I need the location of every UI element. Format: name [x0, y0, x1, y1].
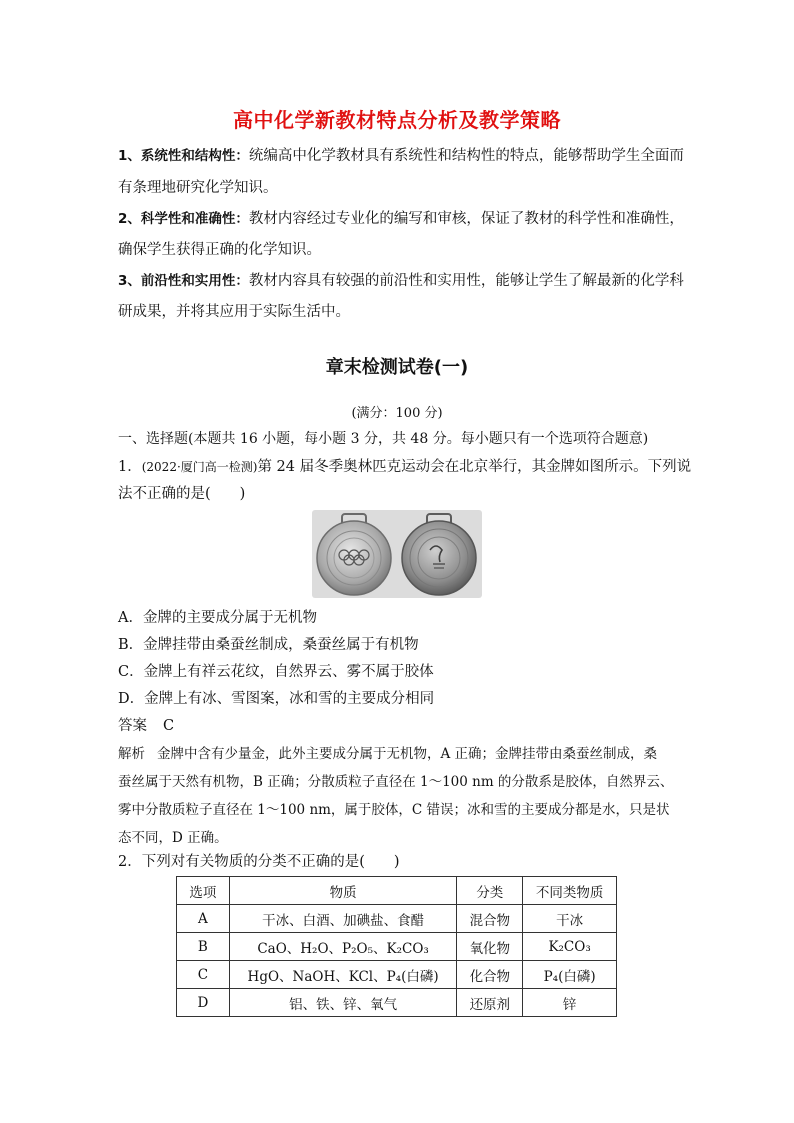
table-row [177, 933, 617, 961]
q2-stem: 2．下列对有关物质的分类不正确的是( ) [118, 854, 400, 870]
table-header-row [177, 877, 617, 905]
q1-option-d: D．金牌上有冰、雪图案，冰和雪的主要成分相同 [118, 691, 435, 707]
q1-analysis-line-3: 雾中分散质粒子直径在 1～100 nm，属于胶体，C 错误；冰和雪的主要成分都是水，只是状 [118, 802, 670, 818]
point-1-line-2: 有条理地研究化学知识。 [118, 180, 278, 196]
point-1-label: 1、系统性和结构性： [118, 148, 249, 164]
answer-value: C [163, 718, 175, 734]
doc-title: 高中化学新教材特点分析及教学策略 [233, 108, 561, 132]
q1-line-2: 法不正确的是( ) [118, 486, 246, 502]
table-cell: 混合物 [457, 905, 523, 933]
q1-prefix: 1． [118, 459, 142, 475]
table-cell: CaO、H₂O、P₂O₅、K₂CO₃ [229, 933, 457, 961]
table-cell: P₄(白磷) [523, 961, 617, 989]
exam-title: 章末检测试卷(一) [325, 357, 469, 378]
table-cell: K₂CO₃ [523, 933, 617, 961]
q1-option-b: B．金牌挂带由桑蚕丝制成，桑蚕丝属于有机物 [118, 637, 419, 653]
table-cell: 干冰 [523, 905, 617, 933]
section-heading: 一、选择题(本题共 16 小题，每小题 3 分，共 48 分。每小题只有一个选项符合题意) [118, 431, 649, 447]
q2-classification-table [176, 876, 617, 1017]
q1-analysis-line-4: 态不同，D 正确。 [118, 830, 228, 846]
exam-score: (满分：100 分) [351, 406, 443, 421]
analysis-text-1: 金牌中含有少量金，此外主要成分属于无机物，A 正确；金牌挂带由桑蚕丝制成，桑 [157, 746, 658, 762]
table-header: 分类 [457, 877, 523, 905]
table-cell: 铝、铁、锌、氧气 [229, 989, 457, 1017]
point-2-label: 2、科学性和准确性： [118, 211, 249, 227]
q1-option-c: C．金牌上有祥云花纹，自然界云、雾不属于胶体 [118, 664, 434, 680]
q1-option-a: A．金牌的主要成分属于无机物 [118, 610, 317, 626]
q1-source: (2022·厦门高一检测) [141, 460, 258, 474]
table-cell: B [177, 933, 230, 961]
answer-label: 答案 [118, 718, 147, 734]
table-header: 物质 [229, 877, 457, 905]
point-3-label: 3、前沿性和实用性： [118, 273, 249, 289]
table-row [177, 961, 617, 989]
gold-medal-image [312, 510, 482, 598]
table-cell: D [177, 989, 230, 1017]
point-2-line-1 [118, 209, 684, 229]
point-1-line-1 [118, 146, 684, 166]
table-header: 选项 [177, 877, 230, 905]
table-cell: 还原剂 [457, 989, 523, 1017]
table-cell: 锌 [523, 989, 617, 1017]
point-1-text: 统编高中化学教材具有系统性和结构性的特点，能够帮助学生全面而 [248, 148, 684, 164]
point-3-text: 教材内容具有较强的前沿性和实用性，能够让学生了解最新的化学科 [248, 273, 684, 289]
table-cell: A [177, 905, 230, 933]
table-cell: HgO、NaOH、KCl、P₄(白磷) [229, 961, 457, 989]
q1-stem-1: 第 24 届冬季奥林匹克运动会在北京举行，其金牌如图所示。下列说 [257, 459, 692, 475]
table-row [177, 989, 617, 1017]
analysis-label: 解析 [118, 746, 145, 762]
table-row [177, 905, 617, 933]
point-2-text: 教材内容经过专业化的编写和审核，保证了教材的科学性和准确性， [248, 211, 684, 227]
point-3-line-2: 研成果，并将其应用于实际生活中。 [118, 304, 350, 320]
medal-illustration [312, 510, 482, 598]
table-cell: 氧化物 [457, 933, 523, 961]
point-3-line-1 [118, 271, 684, 291]
q1-analysis-line-1 [118, 742, 657, 762]
table-header: 不同类物质 [523, 877, 617, 905]
table-cell: 化合物 [457, 961, 523, 989]
q1-line-1 [118, 457, 691, 477]
table-cell: C [177, 961, 230, 989]
q1-analysis-line-2: 蚕丝属于天然有机物，B 正确；分散质粒子直径在 1～100 nm 的分散系是胶体，自然界云、 [118, 774, 674, 790]
point-2-line-2: 确保学生获得正确的化学知识。 [118, 242, 321, 258]
table-cell: 干冰、白酒、加碘盐、食醋 [229, 905, 457, 933]
q1-answer [118, 716, 174, 736]
